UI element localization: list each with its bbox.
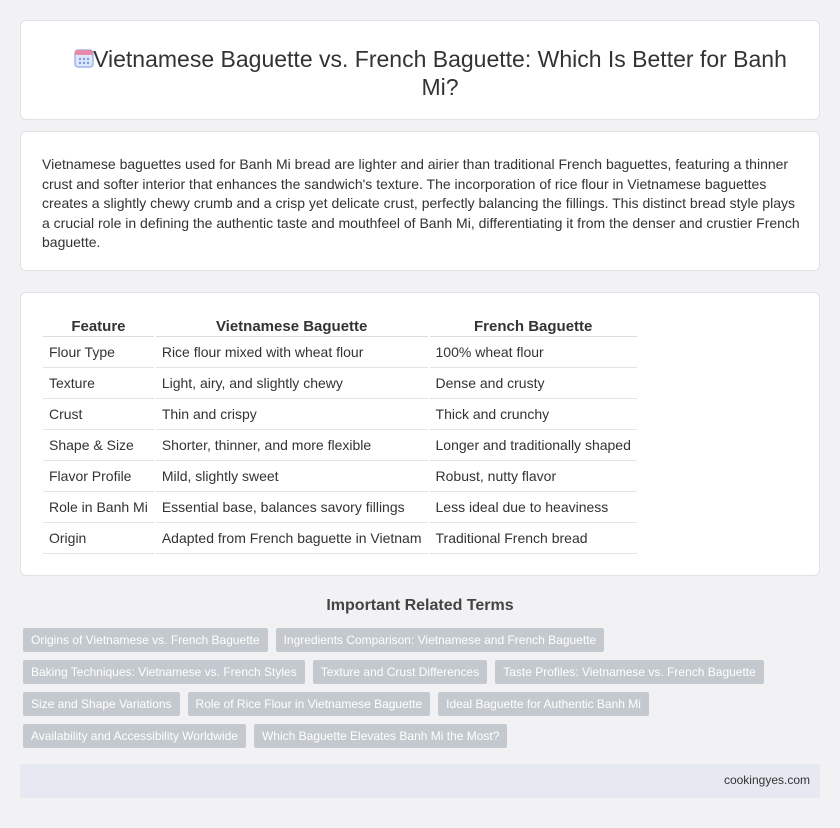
cell-vietnamese: Thin and crispy xyxy=(156,399,428,430)
related-term-tag[interactable]: Texture and Crust Differences xyxy=(313,660,488,684)
table-row xyxy=(43,399,637,430)
cell-feature: Flour Type xyxy=(43,337,154,368)
related-term-tag[interactable]: Which Baguette Elevates Banh Mi the Most? xyxy=(254,724,507,748)
cell-feature: Flavor Profile xyxy=(43,461,154,492)
cell-vietnamese: Light, airy, and slightly chewy xyxy=(156,368,428,399)
title-card xyxy=(20,20,820,120)
tag-row xyxy=(23,628,813,652)
related-term-tag[interactable]: Taste Profiles: Vietnamese vs. French Baguette xyxy=(495,660,764,684)
cell-feature: Shape & Size xyxy=(43,430,154,461)
cell-french: Longer and traditionally shaped xyxy=(430,430,637,461)
header-french: French Baguette xyxy=(430,317,637,337)
comparison-card xyxy=(20,292,820,576)
cell-french: Dense and crusty xyxy=(430,368,637,399)
tag-row xyxy=(23,724,813,748)
table-row xyxy=(43,461,637,492)
related-term-tag[interactable]: Origins of Vietnamese vs. French Baguette xyxy=(23,628,268,652)
cell-feature: Origin xyxy=(43,523,154,554)
tag-row xyxy=(23,660,813,684)
intro-card xyxy=(20,131,820,271)
cell-french: Less ideal due to heaviness xyxy=(430,492,637,523)
cell-feature: Texture xyxy=(43,368,154,399)
table-header-row xyxy=(43,317,637,337)
related-terms-list xyxy=(23,628,813,756)
table-row xyxy=(43,430,637,461)
cell-vietnamese: Essential base, balances savory fillings xyxy=(156,492,428,523)
footer-site-link[interactable]: cookingyes.com xyxy=(723,773,810,787)
footer xyxy=(20,764,820,798)
related-term-tag[interactable]: Ideal Baguette for Authentic Banh Mi xyxy=(438,692,649,716)
cell-french: Robust, nutty flavor xyxy=(430,461,637,492)
related-terms-heading: Important Related Terms xyxy=(326,597,514,614)
cell-french: 100% wheat flour xyxy=(430,337,637,368)
cell-vietnamese: Adapted from French baguette in Vietnam xyxy=(156,523,428,554)
table-row xyxy=(43,337,637,368)
table-row xyxy=(43,492,637,523)
tag-row xyxy=(23,692,813,716)
comparison-table xyxy=(41,317,639,554)
cell-french: Thick and crunchy xyxy=(430,399,637,430)
intro-paragraph: Vietnamese baguettes used for Banh Mi bread are lighter and airier than traditional French baguettes, featuring a thinner crust and softer interior that enhances the sandwich's texture. The incorporation of rice flour in Vietnamese baguettes creates a slightly chewy crumb and a crisp yet delicate crust, perfectly balancing the fillings. This distinct bread style plays a crucial role in defining the authentic taste and mouthfeel of Banh Mi, differentiating it from the denser and crustier French baguette. xyxy=(42,156,800,250)
related-term-tag[interactable]: Ingredients Comparison: Vietnamese and French Baguette xyxy=(276,628,605,652)
cell-vietnamese: Mild, slightly sweet xyxy=(156,461,428,492)
cell-french: Traditional French bread xyxy=(430,523,637,554)
related-term-tag[interactable]: Availability and Accessibility Worldwide xyxy=(23,724,246,748)
related-term-tag[interactable]: Role of Rice Flour in Vietnamese Baguette xyxy=(188,692,431,716)
related-term-tag[interactable]: Baking Techniques: Vietnamese vs. French Styles xyxy=(23,660,305,684)
cell-feature: Role in Banh Mi xyxy=(43,492,154,523)
header-feature: Feature xyxy=(43,317,154,337)
header-vietnamese: Vietnamese Baguette xyxy=(156,317,428,337)
related-term-tag[interactable]: Size and Shape Variations xyxy=(23,692,180,716)
cell-vietnamese: Rice flour mixed with wheat flour xyxy=(156,337,428,368)
page-title: Vietnamese Baguette vs. French Baguette: Which Is Better for Banh Mi? xyxy=(93,46,787,100)
table-row xyxy=(43,368,637,399)
cell-vietnamese: Shorter, thinner, and more flexible xyxy=(156,430,428,461)
table-row xyxy=(43,523,637,554)
cell-feature: Crust xyxy=(43,399,154,430)
